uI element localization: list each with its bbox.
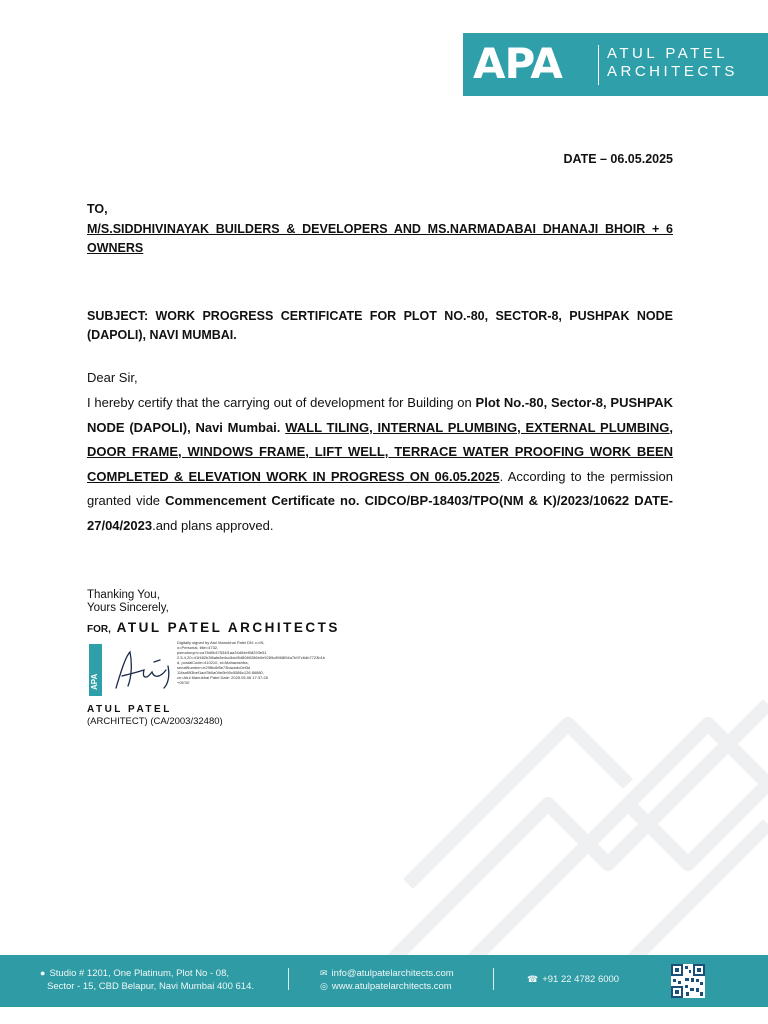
logo-divider xyxy=(598,45,599,85)
recipient-name: M/S.SIDDHIVINAYAK BUILDERS & DEVELOPERS AND MS.NARMADABAI DHANAJI BHOIR + 6 OWNERS xyxy=(87,222,673,255)
phone-icon: ☎ xyxy=(527,974,539,984)
body-certificate-ref: Commencement Certificate no. CIDCO/BP-18403/TPO(NM & K)/2023/10622 DATE-27/04/2023 xyxy=(87,493,673,533)
footer-phone[interactable]: +91 22 4782 6000 xyxy=(542,974,620,985)
salutation: Dear Sir, xyxy=(87,370,138,385)
location-pin-icon: ● xyxy=(40,968,46,978)
logo-firm-line2: ARCHITECTS xyxy=(607,63,738,80)
body-text-3: .and plans approved. xyxy=(152,517,274,533)
digital-signature-details: Digitally signed by Atul Manubhai Patel DN: c=IN, o=Personal, title=4732, pseudonym=ca78d0b47534f1aa34d54ef08293e51 2.5.4.20=41f482b3f6afe8e4cc5dcf548089286b0e9289c8968f04a7b97c6db7723b1b d, postalCode=410210, st=Maharashtra, serialNumber=b29f6c6f8e73bacedc0ef3d 11faaf0f3bef1acf3b0a09e0b90c5586c126 86880, cn=Atul Manubhai Patel Date: 2025.05.06 17:37:28 +05'30' xyxy=(177,640,326,685)
for-firm-line xyxy=(87,620,340,635)
body-plot-details: Plot No.-80, Sector-8, PUSHPAK NODE (DAPOLI), Navi Mumbai. xyxy=(87,395,673,435)
footer-address xyxy=(40,967,254,993)
footer-email[interactable]: info@atulpatelarchitects.com xyxy=(331,968,454,979)
qr-code[interactable] xyxy=(671,964,705,998)
letter-date: DATE – 06.05.2025 xyxy=(563,152,673,166)
letter-subject: SUBJECT: WORK PROGRESS CERTIFICATE FOR PLOT NO.-80, SECTOR-8, PUSHPAK NODE (DAPOLI), NAVI MUMBAI. xyxy=(87,309,673,342)
closing-yours: Yours Sincerely, xyxy=(87,602,169,614)
body-work-details: WALL TILING, INTERNAL PLUMBING, EXTERNAL PLUMBING, DOOR FRAME, WINDOWS FRAME, LIFT WELL, TERRACE WATER PROOFING WORK BEEN COMPLETED & ELEVATION WORK IN PROGRESS ON 06.05.2025 xyxy=(87,419,673,484)
footer-address-line1: Studio # 1201, One Platinum, Plot No - 08, xyxy=(49,968,229,979)
logo-firm-line1: ATUL PATEL xyxy=(607,45,729,62)
signatory-name: ATUL PATEL xyxy=(87,704,172,715)
footer-bar xyxy=(0,955,768,1007)
footer-address-line2: Sector - 15, CBD Belapur, Navi Mumbai 400 614. xyxy=(47,981,254,992)
recipient-to: TO, xyxy=(87,202,108,216)
mail-icon: ✉ xyxy=(320,968,328,978)
signatory-role: (ARCHITECT) (CA/2003/32480) xyxy=(87,716,223,727)
for-firm-name: ATUL PATEL ARCHITECTS xyxy=(116,620,340,635)
footer-phone-block xyxy=(527,974,619,985)
handwritten-signature xyxy=(108,648,174,694)
closing-block xyxy=(87,589,169,615)
footer-divider xyxy=(288,968,289,990)
body-text-2: . According to the permission granted vide xyxy=(87,468,673,508)
footer-contact xyxy=(320,967,454,993)
closing-thanks: Thanking You, xyxy=(87,589,160,601)
logo-firm-name xyxy=(607,45,738,81)
footer-divider xyxy=(493,968,494,990)
logo-mark: APA xyxy=(473,39,562,88)
globe-icon: ◎ xyxy=(320,981,328,991)
body-text-1: I hereby certify that the carrying out of development for Building on xyxy=(87,395,476,410)
stamp-logo-text: APA xyxy=(90,673,99,690)
for-prefix: FOR, xyxy=(87,624,111,635)
background-watermark xyxy=(348,584,768,964)
footer-website[interactable]: www.atulpatelarchitects.com xyxy=(331,981,452,992)
body-paragraph xyxy=(87,391,673,538)
letterhead-logo xyxy=(463,33,768,96)
